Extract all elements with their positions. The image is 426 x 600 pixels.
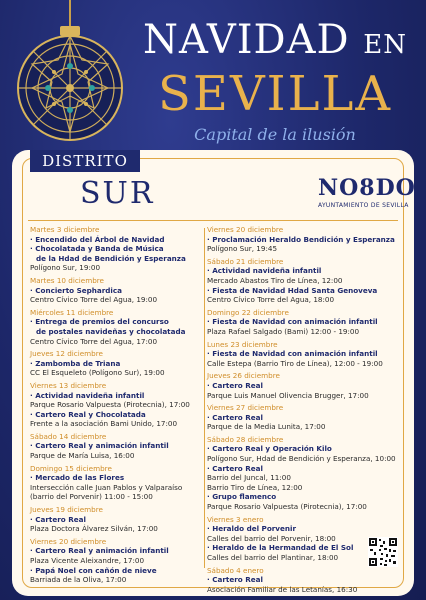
header-title xyxy=(130,18,420,162)
event-date: Jueves 19 diciembre xyxy=(30,505,103,515)
event-date: Jueves 26 diciembre xyxy=(207,371,280,381)
event-location: Centro Cívico Torre del Agua, 18:00 xyxy=(207,295,335,305)
event-location: Plaza Vicente Aleixandre, 17:00 xyxy=(30,556,145,565)
event-location: Parque Luis Manuel Olivencia Brugger, 17:00 xyxy=(207,390,369,400)
district-label: DISTRITO xyxy=(30,150,140,172)
title-en: EN xyxy=(363,30,408,60)
district-name: SUR xyxy=(80,176,155,211)
event-date: Domingo 15 diciembre xyxy=(30,463,112,473)
event-location: Polígono Sur, Hdad de Bendición y Esperanza, 10:00 xyxy=(207,454,396,464)
event-location: Barrio del Juncal, 11:00 xyxy=(207,473,291,483)
event-location: CC El Esqueleto (Polígono Sur), 19:00 xyxy=(30,368,165,378)
event-title: · Concierto Sephardica xyxy=(30,286,206,296)
event-location: Asociación Familiar de las Letanías, 16:30 xyxy=(207,584,358,594)
event-location: Frente a la asociación Bami Unido, 17:00 xyxy=(30,419,178,429)
qr-code-icon[interactable] xyxy=(368,537,398,567)
event-title: · Proclamación Heraldo Bendición y Esperanza xyxy=(207,235,402,245)
event-title: · Cartero Real y animación infantil xyxy=(30,546,206,556)
event-date: Viernes 13 diciembre xyxy=(30,380,107,390)
tagline: Capital de la ilusión xyxy=(194,125,356,144)
event-title: · Encendido del Árbol de Navidad xyxy=(30,235,206,245)
title-navidad: NAVIDAD xyxy=(142,17,350,63)
event-title: · Grupo flamenco xyxy=(207,492,402,502)
title-sevilla: SEVILLA xyxy=(158,66,392,122)
event-location: Centro Cívico Torre del Agua, 17:00 xyxy=(30,336,158,346)
event-title: · Heraldo del Porvenir xyxy=(207,524,402,534)
event-date: Viernes 3 enero xyxy=(207,514,264,524)
event-title: · Fiesta de Navidad Hdad Santa Genoveva xyxy=(207,286,402,296)
event-date: Lunes 23 diciembre xyxy=(207,339,278,349)
ayuntamiento-label: AYUNTAMIENTO DE SEVILLA xyxy=(318,202,409,209)
event-location: Centro Cívico Torre del Agua, 19:00 xyxy=(30,295,158,305)
event-title: de postales navideñas y chocolatada xyxy=(36,326,186,336)
column-divider xyxy=(204,228,205,568)
ornament-icon xyxy=(0,0,140,150)
event-title: · Chocolatada y Banda de Música xyxy=(30,244,206,254)
event-location: Plaza Doctora Álvarez Silván, 17:00 xyxy=(30,524,158,534)
event-location: Barriada de la Oliva, 17:00 xyxy=(30,575,127,585)
event-title: de la Hdad de Bendición y Esperanza xyxy=(36,253,186,263)
event-date: Viernes 20 diciembre xyxy=(30,536,107,546)
left-column xyxy=(30,225,206,585)
event-title: · Cartero Real xyxy=(207,575,402,585)
event-title: · Cartero Real y Chocolatada xyxy=(30,410,206,420)
event-title: · Papá Noel con cañón de nieve xyxy=(30,566,206,576)
event-location: Intersección calle Juan Pablos y Valparaíso xyxy=(30,482,183,492)
event-date: Sábado 21 diciembre xyxy=(207,256,284,266)
event-title: · Cartero Real y animación infantil xyxy=(30,441,206,451)
event-date: Jueves 12 diciembre xyxy=(30,349,103,359)
event-date: Sábado 4 enero xyxy=(207,565,264,575)
event-date: Domingo 22 diciembre xyxy=(207,307,289,317)
event-location: Calles del barrio del Plantinar, 18:00 xyxy=(207,553,339,562)
event-location: Mercado Abastos Tiro de Línea, 12:00 xyxy=(207,275,343,285)
header-divider xyxy=(28,220,398,221)
event-title: · Cartero Real y Operación Kilo xyxy=(207,444,402,454)
event-title: · Heraldo de la Hermandad de El Sol xyxy=(207,543,402,553)
event-location: Calle Estepa (Barrio Tiro de Línea), 12:00 - 19:00 xyxy=(207,358,383,368)
event-date: Sábado 14 diciembre xyxy=(30,431,107,441)
event-location: Plaza Rafael Salgado (Bami) 12:00 - 19:00 xyxy=(207,326,360,336)
event-title: · Cartero Real xyxy=(207,381,402,391)
no8do-logo: NO8DO xyxy=(318,175,416,201)
event-title: · Fiesta de Navidad con animación infantil xyxy=(207,317,402,327)
event-date: Viernes 20 diciembre xyxy=(207,225,284,234)
event-location: Parque de la Media Lunita, 17:00 xyxy=(207,422,326,432)
event-date: Viernes 27 diciembre xyxy=(207,403,284,413)
event-location: Parque Rosario Valpuesta (Pirotecnia), 17:00 xyxy=(30,400,190,410)
title-line-1 xyxy=(130,18,420,67)
event-title: · Cartero Real xyxy=(207,464,402,474)
event-location: Calles del barrio del Porvenir, 18:00 xyxy=(207,533,336,543)
event-location: Parque Rosario Valpuesta (Pirotecnia), 17:00 xyxy=(207,502,367,512)
event-title: · Mercado de las Flores xyxy=(30,473,206,483)
event-title: · Actividad navideña infantil xyxy=(30,391,206,401)
event-location: Barrio Tiro de Línea, 12:00 xyxy=(207,482,303,492)
event-title: · Actividad navideña infantil xyxy=(207,266,402,276)
event-location: (barrio del Porvenir) 11:00 - 15:00 xyxy=(30,492,153,502)
event-date: Sábado 28 diciembre xyxy=(207,434,284,444)
event-title: · Entrega de premios del concurso xyxy=(30,317,206,327)
event-title: · Cartero Real xyxy=(207,413,402,423)
event-title: · Zambomba de Triana xyxy=(30,359,206,369)
event-title: · Cartero Real xyxy=(30,515,206,525)
event-date: Martes 3 diciembre xyxy=(30,225,100,234)
event-location: Polígono Sur, 19:00 xyxy=(30,263,101,273)
event-location: Parque de María Luisa, 16:00 xyxy=(30,451,135,461)
event-title: · Fiesta de Navidad con animación infantil xyxy=(207,349,402,359)
event-location: Polígono Sur, 19:45 xyxy=(207,244,278,254)
event-date: Miércoles 11 diciembre xyxy=(30,307,114,317)
event-date: Martes 10 diciembre xyxy=(30,275,104,285)
